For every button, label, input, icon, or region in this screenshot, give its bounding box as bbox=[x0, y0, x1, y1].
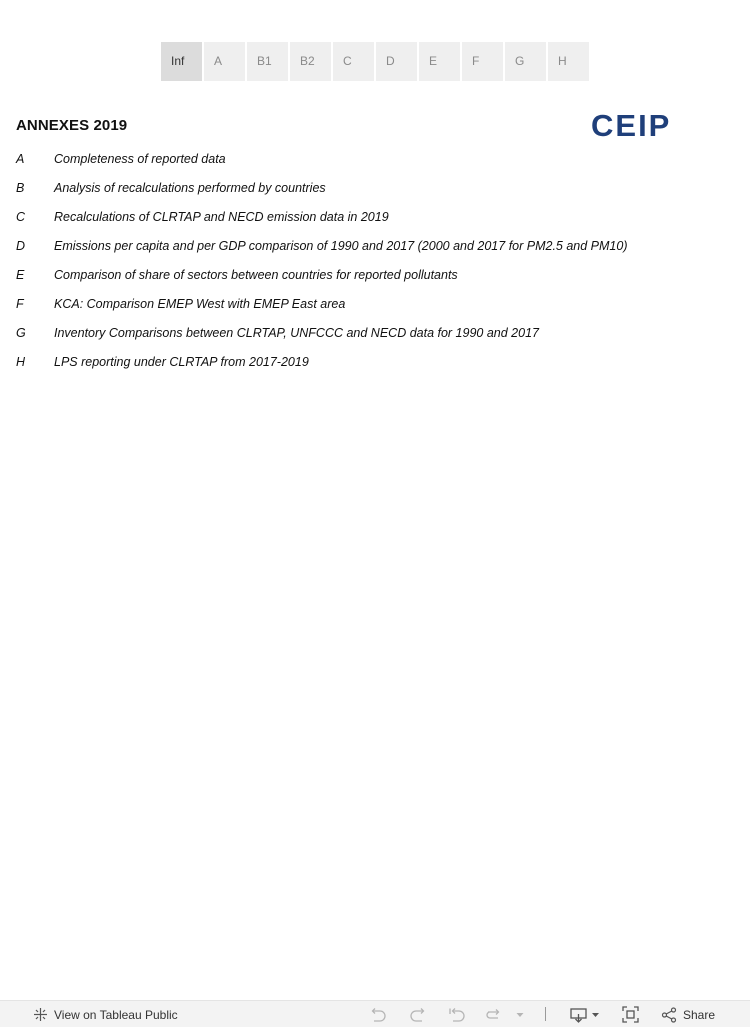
undo-button[interactable] bbox=[369, 1001, 387, 1027]
annex-item-b[interactable] bbox=[16, 173, 628, 202]
share-icon bbox=[661, 1007, 677, 1023]
redo-button[interactable] bbox=[409, 1001, 427, 1027]
revert-button[interactable] bbox=[448, 1001, 466, 1027]
refresh-button[interactable] bbox=[485, 1001, 503, 1027]
tab-inf[interactable]: Inf bbox=[161, 42, 202, 81]
annex-item-f[interactable] bbox=[16, 289, 628, 318]
share-label: Share bbox=[683, 1007, 716, 1022]
annex-letter: C bbox=[16, 209, 26, 224]
annex-item-a[interactable] bbox=[16, 144, 628, 173]
ceip-logo: CEIP bbox=[591, 108, 672, 143]
tab-b1[interactable]: B1 bbox=[247, 42, 288, 81]
annex-list bbox=[16, 144, 628, 376]
annex-description: Comparison of share of sectors between countries for reported pollutants bbox=[54, 267, 458, 282]
share-button[interactable] bbox=[661, 1001, 715, 1027]
annex-letter: F bbox=[16, 296, 24, 311]
download-button[interactable] bbox=[570, 1001, 600, 1027]
refresh-icon bbox=[485, 1007, 503, 1023]
tab-b2[interactable]: B2 bbox=[290, 42, 331, 81]
view-on-tableau-public-link[interactable] bbox=[33, 1001, 178, 1027]
annex-item-e[interactable] bbox=[16, 260, 628, 289]
tab-d[interactable]: D bbox=[376, 42, 417, 81]
undo-icon bbox=[369, 1007, 387, 1023]
dropdown-icon bbox=[515, 1011, 525, 1019]
revert-icon bbox=[448, 1007, 466, 1023]
annex-description: Analysis of recalculations performed by countries bbox=[54, 180, 326, 195]
annex-description: KCA: Comparison EMEP West with EMEP East area bbox=[54, 296, 346, 311]
annex-letter: A bbox=[16, 151, 25, 166]
annex-item-h[interactable] bbox=[16, 347, 628, 376]
redo-icon bbox=[409, 1007, 427, 1023]
tableau-logo-icon bbox=[33, 1007, 48, 1022]
tab-a[interactable]: A bbox=[204, 42, 245, 81]
tableau-toolbar bbox=[0, 1000, 750, 1027]
annex-letter: D bbox=[16, 238, 26, 253]
annex-description: Completeness of reported data bbox=[54, 151, 226, 166]
tab-g[interactable]: G bbox=[505, 42, 546, 81]
download-icon bbox=[570, 1007, 600, 1023]
toolbar-separator bbox=[545, 1007, 546, 1021]
fullscreen-icon bbox=[622, 1006, 639, 1023]
annex-tab-bar bbox=[161, 42, 589, 81]
tab-c[interactable]: C bbox=[333, 42, 374, 81]
tab-e[interactable]: E bbox=[419, 42, 460, 81]
page-title: ANNEXES 2019 bbox=[16, 117, 128, 134]
tab-f[interactable]: F bbox=[462, 42, 503, 81]
annex-item-g[interactable] bbox=[16, 318, 628, 347]
annex-description: Emissions per capita and per GDP comparison of 1990 and 2017 (2000 and 2017 for PM2.5 and PM10) bbox=[54, 238, 628, 253]
annex-description: LPS reporting under CLRTAP from 2017-2019 bbox=[54, 354, 309, 369]
annex-letter: G bbox=[16, 325, 26, 340]
tab-h[interactable]: H bbox=[548, 42, 589, 81]
annex-letter: E bbox=[16, 267, 25, 282]
refresh-dropdown[interactable] bbox=[515, 1001, 525, 1027]
annex-description: Inventory Comparisons between CLRTAP, UNFCCC and NECD data for 1990 and 2017 bbox=[54, 325, 539, 340]
annex-letter: B bbox=[16, 180, 25, 195]
annex-description: Recalculations of CLRTAP and NECD emission data in 2019 bbox=[54, 209, 389, 224]
fullscreen-button[interactable] bbox=[622, 1001, 639, 1027]
annex-item-d[interactable] bbox=[16, 231, 628, 260]
annex-letter: H bbox=[16, 354, 26, 369]
view-on-tableau-public-label: View on Tableau Public bbox=[54, 1007, 178, 1022]
annex-item-c[interactable] bbox=[16, 202, 628, 231]
